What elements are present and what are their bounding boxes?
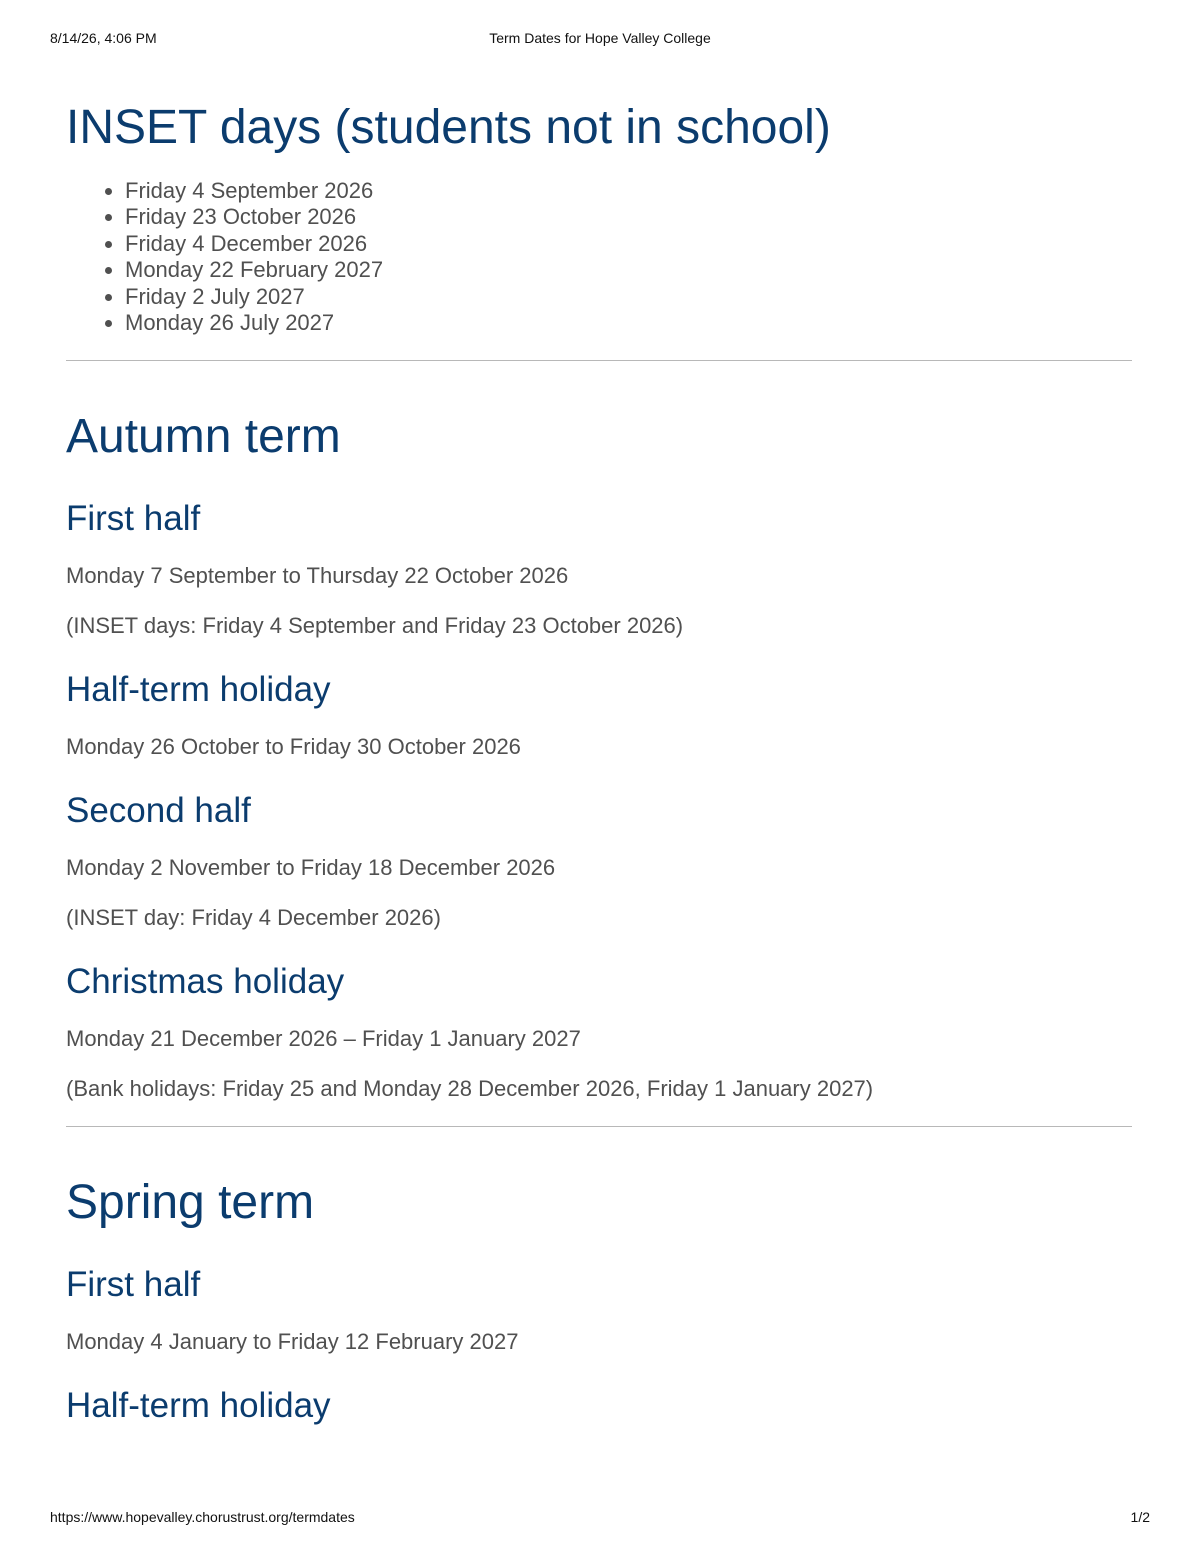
inset-days-heading: INSET days (students not in school) <box>66 101 831 154</box>
autumn-half-term-dates: Monday 26 October to Friday 30 October 2026 <box>66 734 521 760</box>
print-footer <box>50 1509 1150 1527</box>
autumn-first-half-dates: Monday 7 September to Thursday 22 October 2026 <box>66 563 569 589</box>
list-item: • Friday 2 July 2027 <box>125 284 1132 310</box>
inset-days-section <box>66 100 1132 336</box>
christmas-holiday-dates: Monday 21 December 2026 – Friday 1 January 2027 <box>66 1026 581 1052</box>
spring-term-heading: Spring term <box>66 1176 315 1230</box>
print-page-title: Term Dates for Hope Valley College <box>489 30 711 46</box>
inset-days-list <box>66 178 1132 336</box>
spring-half-term-heading: Half-term holiday <box>66 1386 331 1426</box>
spring-first-half-heading: First half <box>66 1265 201 1305</box>
print-header <box>50 30 1150 48</box>
autumn-second-half-dates: Monday 2 November to Friday 18 December 2026 <box>66 855 556 881</box>
autumn-term-heading: Autumn term <box>66 410 341 464</box>
list-item: • Friday 4 December 2026 <box>125 231 1132 257</box>
print-url: https://www.hopevalley.chorustrust.org/termdates <box>50 1509 355 1525</box>
autumn-first-half-note: (INSET days: Friday 4 September and Friday 23 October 2026) <box>66 613 684 639</box>
list-item: • Monday 22 February 2027 <box>125 257 1132 283</box>
spring-term-section <box>66 1175 1132 1427</box>
autumn-second-half-note: (INSET day: Friday 4 December 2026) <box>66 905 441 931</box>
autumn-second-half-heading: Second half <box>66 791 251 831</box>
main-content <box>66 100 1132 1427</box>
autumn-first-half-heading: First half <box>66 499 201 539</box>
print-datetime: 8/14/26, 4:06 PM <box>50 30 157 46</box>
list-item: • Monday 26 July 2027 <box>125 310 1132 336</box>
section-divider <box>66 1126 1132 1127</box>
list-item: • Friday 4 September 2026 <box>125 178 1132 204</box>
page-number: 1/2 <box>1130 1509 1150 1525</box>
autumn-term-section <box>66 409 1132 1103</box>
list-item: • Friday 23 October 2026 <box>125 204 1132 230</box>
spring-first-half-dates: Monday 4 January to Friday 12 February 2027 <box>66 1329 519 1355</box>
christmas-holiday-note: (Bank holidays: Friday 25 and Monday 28 December 2026, Friday 1 January 2027) <box>66 1076 874 1102</box>
autumn-half-term-heading: Half-term holiday <box>66 670 331 710</box>
section-divider <box>66 360 1132 361</box>
christmas-holiday-heading: Christmas holiday <box>66 962 345 1002</box>
